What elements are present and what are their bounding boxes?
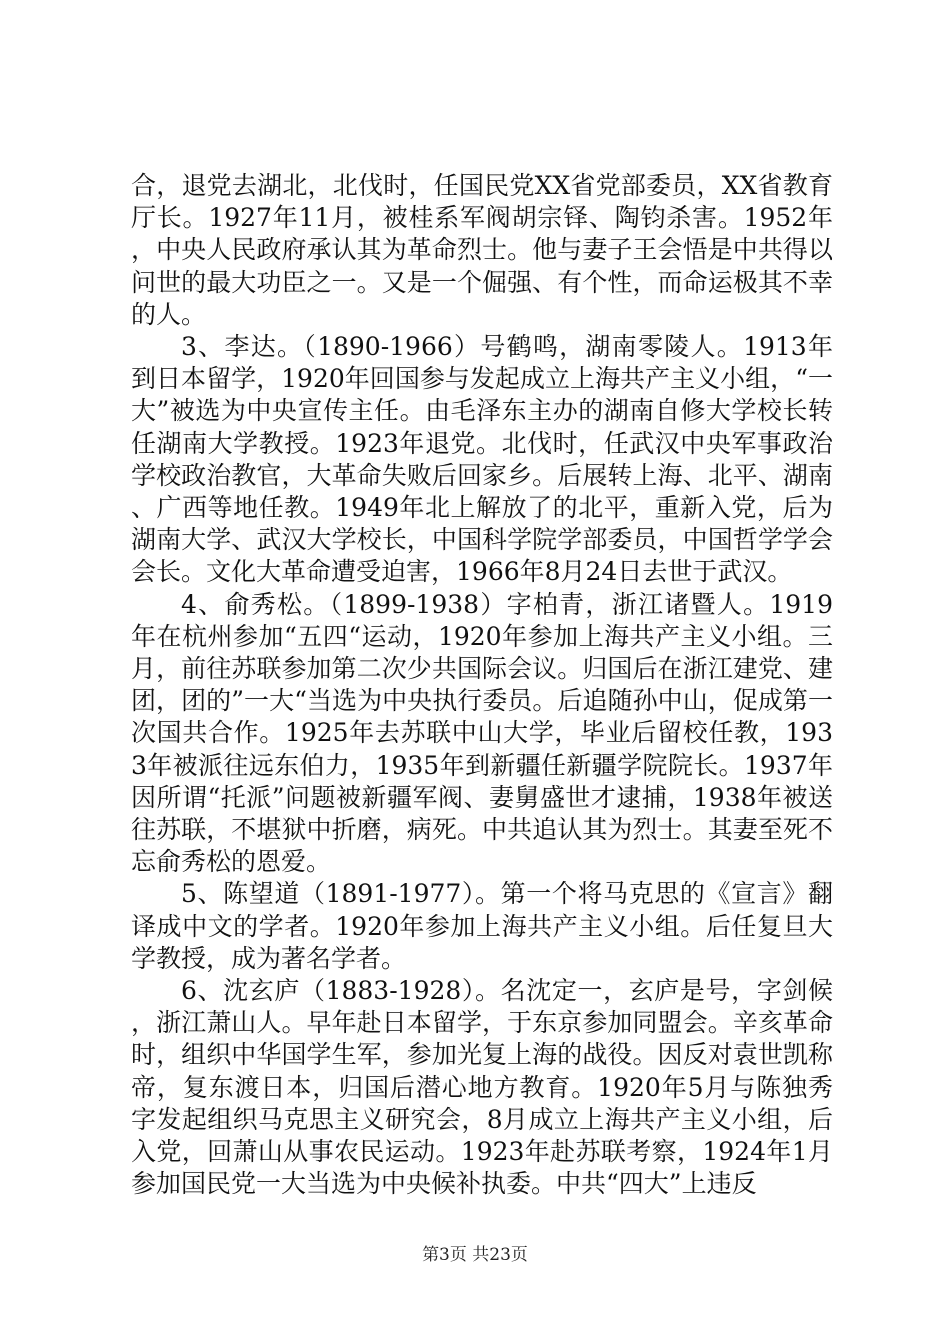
- page-number-footer: [0, 1244, 950, 1266]
- paragraph-yu-xiusong: 4、俞秀松。（1899-1938）字柏青，浙江诸暨人。1919年在杭州参加“五四“运动，1920年参加上海共产主义小组。三月，前往苏联参加第二次少共国际会议。归国后在浙江建党、建团，团的”一大“当选为中央执行委员。后追随孙中山，促成第一次国共合作。1925年去苏联中山大学，毕业后留校任教，1933年被派往远东伯力，1935年到新疆任新疆学院院长。1937年因所谓“托派”问题被新疆军阀、妻舅盛世才逮捕，1938年被送往苏联，不堪狱中折磨，病死。中共追认其为烈士。其妻至死不忘俞秀松的恩爱。: [131, 589, 833, 877]
- paragraph-chen-wangdao: 5、陈望道（1891-1977）。第一个将马克思的《宣言》翻译成中文的学者。1920年参加上海共产主义小组。后任复旦大学教授，成为著名学者。: [131, 879, 833, 973]
- paragraph-shen-xuanlu: 6、沈玄庐（1883-1928）。名沈定一，玄庐是号，字剑候，浙江萧山人。早年赴日本留学，于东京参加同盟会。辛亥革命时，组织中华国学生军，参加光复上海的战役。因反对袁世凯称帝，复东渡日本，归国后潜心地方教育。1920年5月与陈独秀字发起组织马克思主义研究会，8月成立上海共产主义小组，后入党，回萧山从事农民运动。1923年赴苏联考察，1924年1月参加国民党一大当选为中央候补执委。中共“四大”上违反: [131, 976, 833, 1199]
- document-body: [131, 170, 833, 1201]
- page-number-label: 第3页 共23页: [422, 1245, 528, 1265]
- paragraph-li-da: 3、李达。（1890-1966）号鹤鸣，湖南零陵人。1913年到日本留学，1920年回国参与发起成立上海共产主义小组，“一大”被选为中央宣传主任。由毛泽东主办的湖南自修大学校长转任湖南大学教授。1923年退党。北伐时，任武汉中央军事政治学校政治教官，大革命失败后回家乡。后展转上海、北平、湖南、广西等地任教。1949年北上解放了的北平，重新入党，后为湖南大学、武汉大学校长，中国科学院学部委员，中国哲学学会会长。文化大革命遭受迫害，1966年8月24日去世于武汉。: [131, 332, 833, 587]
- paragraph-continuation: 合，退党去湖北，北伐时，任国民党XX省党部委员，XX省教育厅长。1927年11月，被桂系军阀胡宗铎、陶钧杀害。1952年，中央人民政府承认其为革命烈士。他与妻子王会悟是中共得以问世的最大功臣之一。又是一个倔强、有个性，而命运极其不幸的人。: [131, 171, 833, 329]
